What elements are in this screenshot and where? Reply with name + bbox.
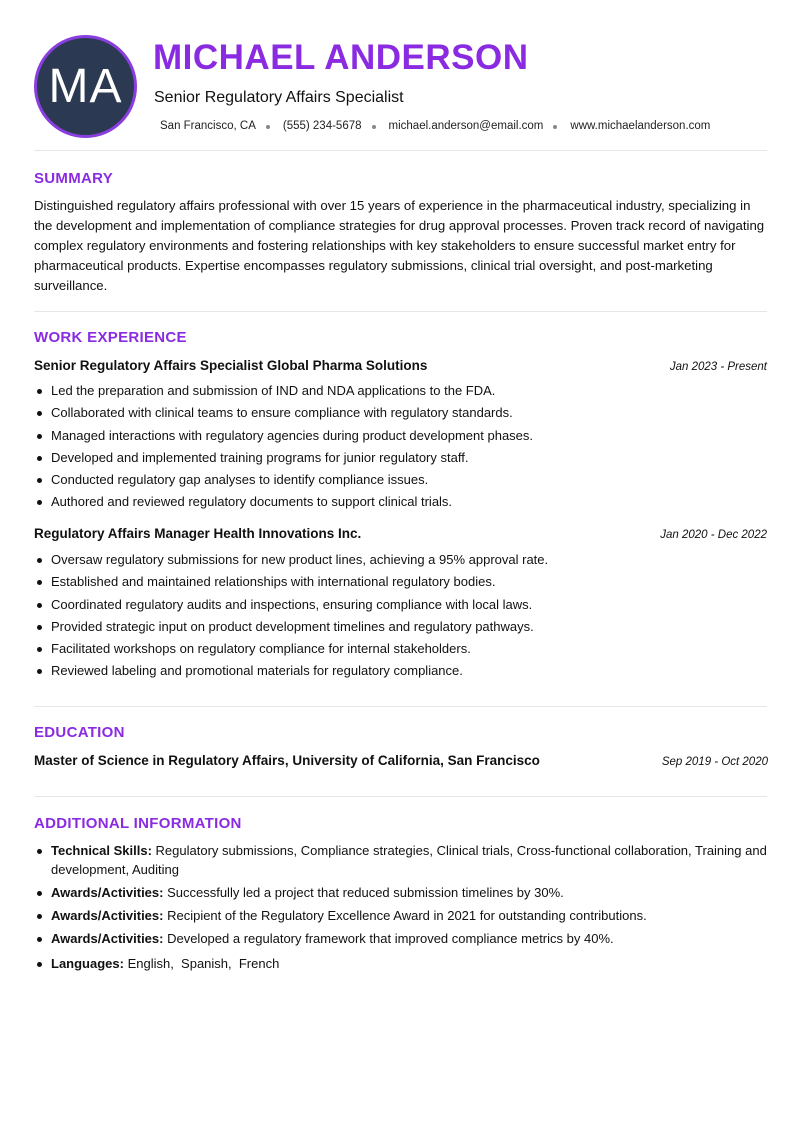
item-label: Awards/Activities: — [51, 885, 164, 900]
item-label: Languages: — [51, 956, 124, 971]
contact-website: www.michaelanderson.com — [570, 120, 711, 132]
candidate-headline: Senior Regulatory Affairs Specialist — [154, 89, 404, 106]
list-item: Reviewed labeling and promotional materials for regulatory compliance. — [34, 660, 769, 682]
job-header — [34, 358, 767, 373]
list-item: Conducted regulatory gap analyses to identify compliance issues. — [34, 469, 769, 491]
divider — [34, 311, 767, 312]
job-bullets — [34, 380, 769, 514]
education-degree: Master of Science in Regulatory Affairs, University of California, San Francisco — [34, 753, 540, 768]
list-item: Established and maintained relationships with international regulatory bodies. — [34, 571, 769, 593]
list-item-technical-skills — [34, 841, 769, 879]
job-bullets — [34, 549, 769, 683]
list-item-award — [34, 906, 769, 925]
separator-dot-icon — [553, 125, 557, 129]
item-text: Recipient of the Regulatory Excellence Award in 2021 for outstanding contributions. — [163, 908, 647, 923]
contact-location: San Francisco, CA — [160, 120, 256, 132]
additional-info-list — [34, 841, 769, 977]
job-title: Senior Regulatory Affairs Specialist Global Pharma Solutions — [34, 358, 428, 373]
summary-text: Distinguished regulatory affairs professional with over 15 years of experience in the pharmaceutical industry, specializing in the development and implementation of compliance strategies for drug approval processes. Proven track record of navigating complex regulatory environments and fostering relationships with key stakeholders to ensure successful market entry for pharmaceutical products. Expertise encompasses regulatory submissions, clinical trial oversight, and post-marketing surveillance. — [34, 198, 765, 293]
section-title-additional-information: ADDITIONAL INFORMATION — [34, 815, 242, 832]
list-item: Provided strategic input on product development timelines and regulatory pathways. — [34, 616, 769, 638]
education-dates: Sep 2019 - Oct 2020 — [661, 756, 768, 768]
contact-phone: (555) 234-5678 — [282, 120, 362, 132]
list-item: Authored and reviewed regulatory documents to support clinical trials. — [34, 491, 769, 513]
avatar — [34, 35, 137, 138]
item-text: Regulatory submissions, Compliance strategies, Clinical trials, Cross-functional collaboration, Training and development, Auditing — [51, 843, 767, 877]
item-label: Awards/Activities: — [51, 931, 164, 946]
divider — [34, 796, 767, 797]
list-item: Collaborated with clinical teams to ensure compliance with regulatory standards. — [34, 402, 769, 424]
avatar-initials: MA — [48, 60, 123, 113]
list-item-award — [34, 883, 769, 902]
list-item: Oversaw regulatory submissions for new product lines, achieving a 95% approval rate. — [34, 549, 769, 571]
candidate-name: MICHAEL ANDERSON — [153, 38, 529, 77]
list-item: Led the preparation and submission of IND and NDA applications to the FDA. — [34, 380, 769, 402]
item-text: Successfully led a project that reduced submission timelines by 30%. — [163, 885, 564, 900]
job-title: Regulatory Affairs Manager Health Innovations Inc. — [34, 526, 362, 541]
job-dates: Jan 2020 - Dec 2022 — [660, 529, 767, 541]
section-title-education: EDUCATION — [34, 724, 125, 741]
list-item-languages — [34, 954, 769, 973]
list-item: Facilitated workshops on regulatory compliance for internal stakeholders. — [34, 638, 769, 660]
section-title-work-experience: WORK EXPERIENCE — [34, 329, 187, 346]
job-header — [34, 526, 767, 541]
divider — [34, 706, 767, 707]
separator-dot-icon — [372, 125, 376, 129]
education-entry — [34, 753, 768, 768]
item-text: English, Spanish, French — [123, 956, 280, 971]
item-label: Awards/Activities: — [51, 908, 164, 923]
job-dates: Jan 2023 - Present — [669, 361, 767, 373]
list-item: Managed interactions with regulatory agencies during product development phases. — [34, 425, 769, 447]
list-item-award — [34, 929, 769, 948]
contact-bar — [160, 120, 710, 132]
divider — [34, 150, 767, 151]
item-label: Technical Skills: — [51, 843, 152, 858]
item-text: Developed a regulatory framework that improved compliance metrics by 40%. — [163, 931, 614, 946]
section-title-summary: SUMMARY — [34, 170, 114, 187]
separator-dot-icon — [266, 125, 270, 129]
list-item: Coordinated regulatory audits and inspections, ensuring compliance with local laws. — [34, 594, 769, 616]
contact-email: michael.anderson@email.com — [388, 120, 544, 132]
list-item: Developed and implemented training programs for junior regulatory staff. — [34, 447, 769, 469]
